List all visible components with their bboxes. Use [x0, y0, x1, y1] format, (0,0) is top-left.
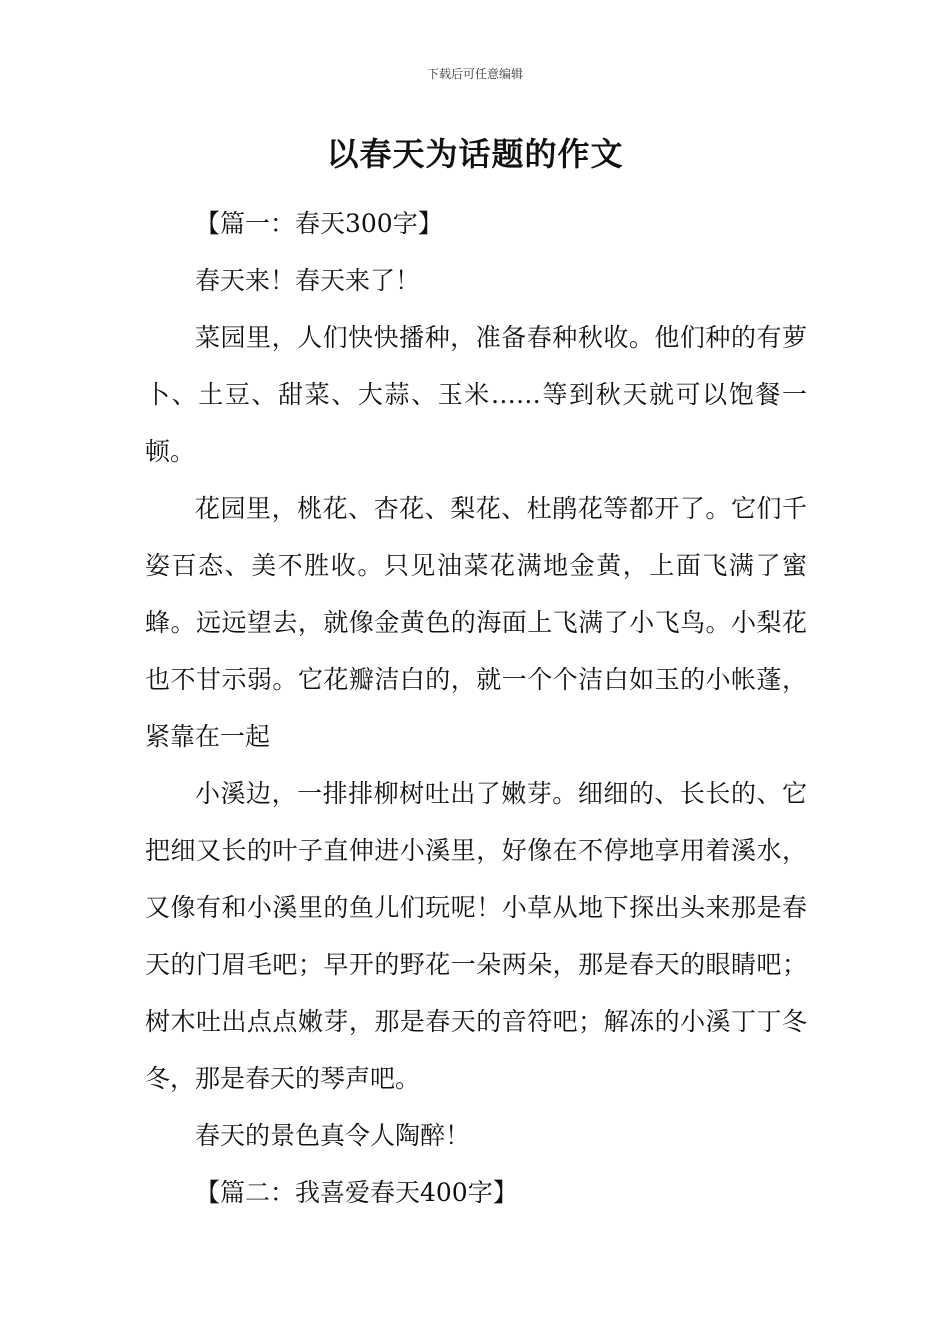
section-heading-2: 【篇二：我喜爱春天400字】 [195, 1178, 518, 1207]
page-header-note: 下载后可任意编辑 [426, 67, 523, 81]
paragraph: 春天来！春天来了！ [195, 266, 421, 295]
document-body [145, 195, 807, 1221]
paragraph: 小溪边，一排排柳树吐出了嫩芽。细细的、长长的、它把细又长的叶子直伸进小溪里，好像在不停地享用着溪水，又像有和小溪里的鱼儿们玩呢！小草从地下探出头来那是春天的门眉毛吧；早开的野花一朵两朵，那是春天的眼睛吧；树木吐出点点嫩芽，那是春天的音符吧；解冻的小溪丁丁冬冬，那是春天的琴声吧。 [145, 779, 807, 1093]
paragraph: 花园里，桃花、杏花、梨花、杜鹃花等都开了。它们千姿百态、美不胜收。只见油菜花满地金黄，上面飞满了蜜蜂。远远望去，就像金黄色的海面上飞满了小飞鸟。小梨花也不甘示弱。它花瓣洁白的，就一个个洁白如玉的小帐蓬，紧靠在一起 [145, 494, 807, 751]
document-title: 以春天为话题的作文 [326, 135, 624, 173]
paragraph: 菜园里，人们快快播种，准备春种秋收。他们种的有萝卜、土豆、甜菜、大蒜、玉米……等到秋天就可以饱餐一顿。 [145, 323, 807, 466]
section-heading-1: 【篇一：春天300字】 [195, 209, 443, 238]
paragraph: 春天的景色真令人陶醉！ [195, 1121, 471, 1150]
